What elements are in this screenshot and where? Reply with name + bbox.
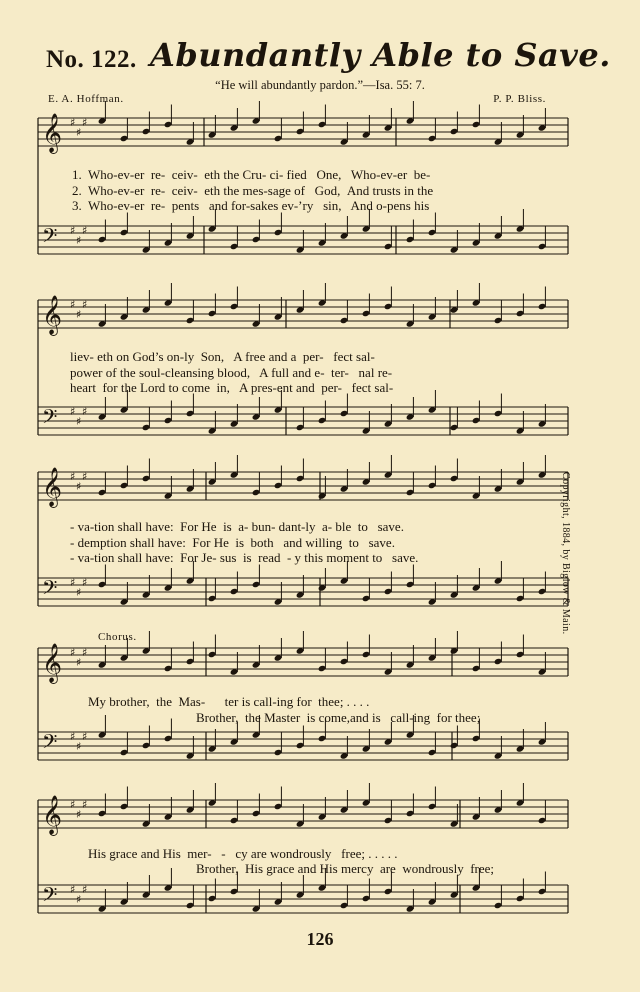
- sharp-icon: ♯: [76, 740, 82, 753]
- lyric-system2-verse1: liev- eth on God’s on-ly Son, A free and a per- fect sal-: [70, 349, 375, 364]
- sharp-icon: ♯: [76, 656, 82, 669]
- sharp-icon: ♯: [76, 126, 82, 139]
- sharp-icon: ♯: [82, 730, 88, 743]
- treble-clef-icon: 𝄞: [42, 467, 63, 507]
- bass-clef-icon: 𝄢: [42, 576, 58, 604]
- hymn-title: Abundantly Able to Save.: [150, 36, 611, 74]
- lyric-system3-verse2: - demption shall have: For He is both and willing to save.: [70, 535, 395, 550]
- composer-credit: P. P. Bliss.: [493, 93, 546, 105]
- sharp-icon: ♯: [82, 405, 88, 418]
- sharp-icon: ♯: [82, 576, 88, 589]
- treble-clef-icon: 𝄞: [42, 643, 63, 683]
- lyric-system2-verse3: heart for the Lord to come in, A pres-ent and per- fect sal-: [70, 380, 394, 395]
- chorus-line1-lower-lyric: Brother, the Master is come,and is call-ing for thee;: [196, 710, 481, 725]
- sharp-icon: ♯: [76, 586, 82, 599]
- lyric-system3-verse3: - va-tion shall have: For Je- sus is read - y this moment to save.: [70, 550, 419, 565]
- sharp-icon: ♯: [76, 480, 82, 493]
- hymn-number: No. 122.: [46, 46, 137, 73]
- treble-clef-icon: 𝄞: [42, 295, 63, 335]
- sharp-icon: ♯: [70, 470, 76, 483]
- sharp-icon: ♯: [70, 798, 76, 811]
- copyright-notice: Copyright, 1884, by Biglow & Main.: [560, 472, 571, 635]
- sharp-icon: ♯: [76, 234, 82, 247]
- sharp-icon: ♯: [70, 405, 76, 418]
- sharp-icon: ♯: [70, 576, 76, 589]
- lyricist-credit: E. A. Hoffman.: [48, 93, 124, 105]
- sharp-icon: ♯: [70, 116, 76, 129]
- scripture-epigraph: “He will abundantly pardon.”—Isa. 55: 7.: [215, 78, 425, 92]
- chorus-line1-upper-lyric: My brother, the Mas- ter is call-ing for thee; . . . .: [88, 694, 370, 709]
- sharp-icon: ♯: [76, 308, 82, 321]
- bass-clef-icon: 𝄢: [42, 730, 58, 758]
- sharp-icon: ♯: [76, 415, 82, 428]
- sharp-icon: ♯: [76, 893, 82, 906]
- sharp-icon: ♯: [70, 730, 76, 743]
- lyric-system1-verse2: 2. Who-ev-er re- ceiv- eth the mes-sage of God, And trusts in the: [72, 183, 434, 198]
- treble-clef-icon: 𝄞: [42, 795, 63, 835]
- sharp-icon: ♯: [70, 224, 76, 237]
- sharp-icon: ♯: [82, 116, 88, 129]
- lyric-system1-verse1: 1. Who-ev-er re- ceiv- eth the Cru- ci- fied One, Who-ev-er be-: [72, 167, 431, 182]
- chorus-line2-upper-lyric: His grace and His mer- - cy are wondrously free; . . . . .: [88, 846, 398, 861]
- sharp-icon: ♯: [82, 646, 88, 659]
- sharp-icon: ♯: [82, 224, 88, 237]
- lyric-system3-verse1: - va-tion shall have: For He is a- bun- dant-ly a- ble to save.: [70, 519, 404, 534]
- sharp-icon: ♯: [82, 298, 88, 311]
- lyric-system2-verse2: power of the soul-cleansing blood, A full and e- ter- nal re-: [70, 365, 393, 380]
- sharp-icon: ♯: [82, 883, 88, 896]
- sharp-icon: ♯: [70, 298, 76, 311]
- lyric-system1-verse3: 3. Who-ev-er re- pents and for-sakes ev-’ry sin, And o-pens his: [72, 198, 430, 213]
- bass-clef-icon: 𝄢: [42, 883, 58, 911]
- sharp-icon: ♯: [70, 646, 76, 659]
- sharp-icon: ♯: [76, 808, 82, 821]
- chorus-label: Chorus.: [98, 631, 137, 643]
- treble-clef-icon: 𝄞: [42, 113, 63, 153]
- bass-clef-icon: 𝄢: [42, 405, 58, 433]
- chorus-line2-lower-lyric: Brother, His grace and His mercy are wondrously free;: [196, 861, 495, 876]
- sharp-icon: ♯: [82, 470, 88, 483]
- page-number: 126: [306, 929, 334, 949]
- sharp-icon: ♯: [82, 798, 88, 811]
- sharp-icon: ♯: [70, 883, 76, 896]
- bass-clef-icon: 𝄢: [42, 224, 58, 252]
